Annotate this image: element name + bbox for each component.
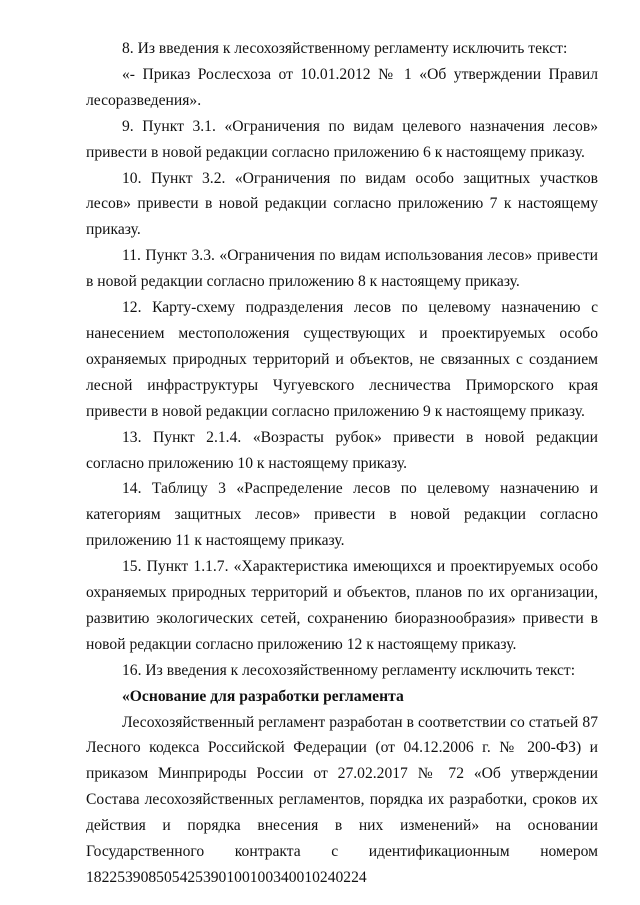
paragraph-basis: Лесохозяйственный регламент разработан в соответствии со статьей 87 Лесного кодекса Российской Федерации (от 04.12.2006 г. № 200-ФЗ) и приказом Минприроды России от 27.02.2017 № 72 «Об утверждении Состава лесохозяйственных регламентов, порядка их разработки, сроков их действия и порядка внесения в них изменений» на основании Государственного контракта с идентификационным номером 182253908505425390100100340010240224: [86, 713, 598, 886]
paragraph-8-quote: «- Приказ Рослесхоза от 10.01.2012 № 1 «Об утверждении Правил лесоразведения».: [86, 65, 598, 109]
paragraph-12: 12. Карту-схему подразделения лесов по целевому назначению с нанесением местоположения существующих и проектируемых особо охраняемых природных территорий и объектов, не связанных с созданием лесной инфраструктуры Чугуевского лесничества Приморского края привести в новой редакции согласно приложению 9 к настоящему приказу.: [86, 299, 598, 420]
paragraph-14: 14. Таблицу 3 «Распределение лесов по целевому назначению и категориям защитных лесов» привести в новой редакции согласно приложению 11 к настоящему приказу.: [86, 480, 598, 550]
paragraph-11: 11. Пункт 3.3. «Ограничения по видам использования лесов» привести в новой редакции согласно приложению 8 к настоящему приказу.: [86, 247, 598, 291]
paragraph-8: 8. Из введения к лесохозяйственному регламенту исключить текст:: [122, 40, 568, 57]
paragraph-13: 13. Пункт 2.1.4. «Возрасты рубок» привести в новой редакции согласно приложению 10 к настоящему приказу.: [86, 428, 598, 472]
paragraph-16: 16. Из введения к лесохозяйственному регламенту исключить текст:: [122, 661, 576, 679]
paragraph-10: 10. Пункт 3.2. «Ограничения по видам особо защитных участков лесов» привести в новой редакции согласно приложению 7 к настоящему приказу.: [86, 169, 598, 239]
document-page: [86, 36, 598, 891]
paragraph-15: 15. Пункт 1.1.7. «Характеристика имеющихся и проектируемых особо охраняемых природных территорий и объектов, планов по их организации, развитию экологических сетей, сохранению биоразнообразия» привести в новой редакции согласно приложению 12 к настоящему приказу.: [86, 558, 598, 653]
section-heading: «Основание для разработки регламента: [122, 687, 404, 705]
paragraph-9: 9. Пункт 3.1. «Ограничения по видам целевого назначения лесов» привести в новой редакции согласно приложению 6 к настоящему приказу.: [86, 117, 598, 161]
